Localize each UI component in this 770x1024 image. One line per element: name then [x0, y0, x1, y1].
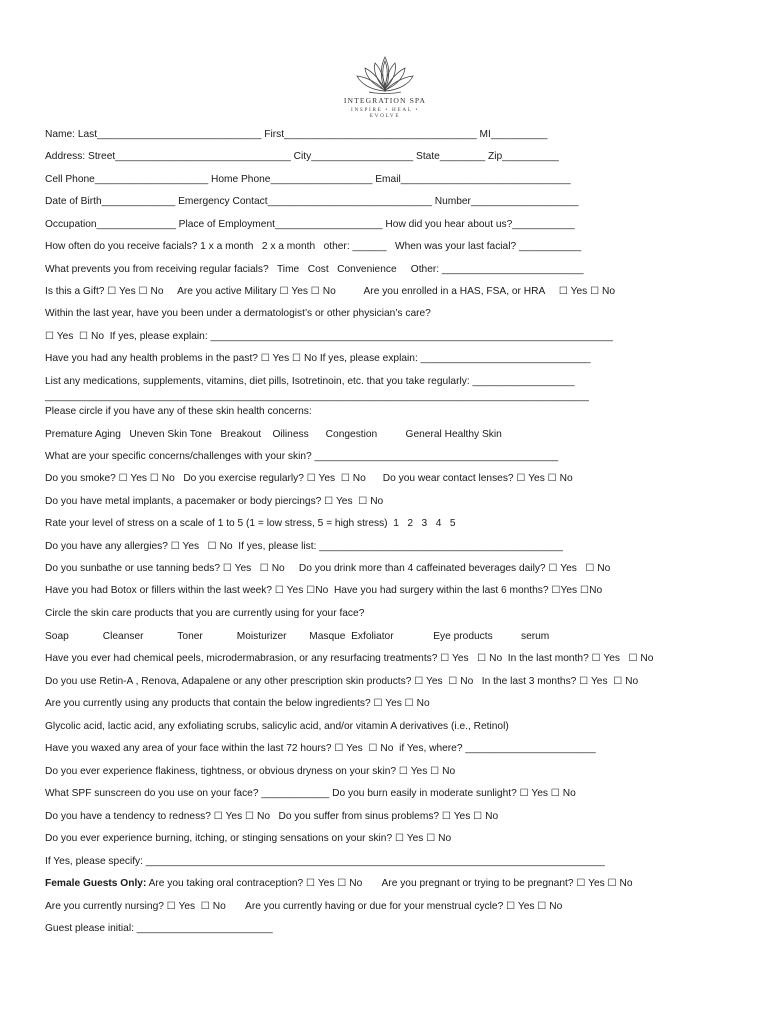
dryness-line[interactable]: Do you ever experience flakiness, tightness, or obvious dryness on your skin? ☐ Yes ☐ No	[45, 766, 456, 777]
products-options[interactable]: Soap Cleanser Toner Moisturizer Masque Exfoliator Eye products serum	[45, 631, 550, 642]
health-problems-line[interactable]: Have you had any health problems in the past? ☐ Yes ☐ No If yes, please explain: ______________________________	[45, 353, 591, 364]
spa-logo	[336, 55, 434, 119]
facial-barriers-line[interactable]: What prevents you from receiving regular facials? Time Cost Convenience Other: _________________________	[45, 264, 584, 275]
physician-care-question: Within the last year, have you been under a dermatologist’s or other physician’s care?	[45, 308, 431, 319]
stress-level-line[interactable]: Rate your level of stress on a scale of 1 to 5 (1 = low stress, 5 = high stress) 1 2 3 4 5	[45, 518, 456, 529]
address-line[interactable]: Address: Street_______________________________ City__________________ State________ Zip__________	[45, 151, 559, 162]
medications-continuation-line[interactable]: ________________________________________________________________________________________________	[45, 391, 589, 402]
guest-initial-line[interactable]: Guest please initial: ________________________	[45, 923, 273, 934]
medications-line[interactable]: List any medications, supplements, vitamins, diet pills, Isotretinoin, etc. that you take regularly: __________________	[45, 376, 575, 387]
retin-a-line[interactable]: Do you use Retin-A , Renova, Adapalene or any other prescription skin products? ☐ Yes ☐ No In the last 3 months? ☐ Yes ☐ No	[45, 676, 639, 687]
redness-sinus-line[interactable]: Do you have a tendency to redness? ☐ Yes ☐ No Do you suffer from sinus problems? ☐ Yes ☐ No	[45, 811, 499, 822]
tanning-caffeine-line[interactable]: Do you sunbathe or use tanning beds? ☐ Yes ☐ No Do you drink more than 4 caffeinated beverages daily? ☐ Yes ☐ No	[45, 563, 611, 574]
phone-email-line[interactable]: Cell Phone____________________ Home Phone__________________ Email______________________________	[45, 174, 571, 185]
spf-line[interactable]: What SPF sunscreen do you use on your face? ____________ Do you burn easily in moderate sunlight? ☐ Yes ☐ No	[45, 788, 576, 799]
spa-tagline: INSPIRE • HEAL • EVOLVE	[351, 107, 419, 119]
female-guests-label: Female Guests Only:	[45, 878, 147, 889]
occupation-line[interactable]: Occupation______________ Place of Employment___________________ How did you hear about us?___________	[45, 219, 575, 230]
name-line[interactable]: Name: Last_____________________________ First__________________________________ MI__________	[45, 129, 548, 140]
nursing-line[interactable]: Are you currently nursing? ☐ Yes ☐ No Are you currently having or due for your menstrual cycle? ☐ Yes ☐ No	[45, 901, 563, 912]
female-guests-line[interactable]	[45, 878, 633, 890]
lotus-icon	[355, 55, 415, 95]
peels-line[interactable]: Have you ever had chemical peels, microdermabrasion, or any resurfacing treatments? ☐ Yes ☐ No In the last month? ☐ Yes ☐ No	[45, 653, 654, 664]
skin-challenges-line[interactable]: What are your specific concerns/challenges with your skin? ___________________________________________	[45, 451, 559, 462]
ingredients-list: Glycolic acid, lactic acid, any exfoliating scrubs, salicylic acid, and/or vitamin A derivatives (i.e., Retinol)	[45, 721, 509, 732]
smoke-exercise-contacts-line[interactable]: Do you smoke? ☐ Yes ☐ No Do you exercise regularly? ☐ Yes ☐ No Do you wear contact lenses? ☐ Yes ☐ No	[45, 473, 573, 484]
allergies-line[interactable]: Do you have any allergies? ☐ Yes ☐ No If yes, please list: ___________________________________________	[45, 541, 563, 552]
waxing-line[interactable]: Have you waxed any area of your face within the last 72 hours? ☐ Yes ☐ No if Yes, where? _______________________	[45, 743, 596, 754]
physician-care-answer[interactable]: ☐ Yes ☐ No If yes, please explain: _______________________________________________________________________	[45, 331, 613, 342]
implants-line[interactable]: Do you have metal implants, a pacemaker or body piercings? ☐ Yes ☐ No	[45, 496, 384, 507]
skin-concerns-options[interactable]: Premature Aging Uneven Skin Tone Breakout Oiliness Congestion General Healthy Skin	[45, 429, 502, 440]
skin-concerns-heading: Please circle if you have any of these skin health concerns:	[45, 406, 312, 417]
facial-frequency-line[interactable]: How often do you receive facials? 1 x a month 2 x a month other: ______ When was your last facial? ___________	[45, 241, 582, 252]
burning-line[interactable]: Do you ever experience burning, itching, or stinging sensations on your skin? ☐ Yes ☐ No	[45, 833, 452, 844]
gift-military-hsa-line[interactable]: Is this a Gift? ☐ Yes ☐ No Are you active Military ☐ Yes ☐ No Are you enrolled in a HAS, FSA, or HRA ☐ Yes ☐ No	[45, 286, 616, 297]
botox-surgery-line[interactable]: Have you had Botox or fillers within the last week? ☐ Yes ☐No Have you had surgery within the last 6 months? ☐Yes ☐No	[45, 585, 603, 596]
spa-name: INTEGRATION SPA	[343, 96, 427, 105]
products-heading: Circle the skin care products that you are currently using for your face?	[45, 608, 365, 619]
ingredients-line[interactable]: Are you currently using any products that contain the below ingredients? ☐ Yes ☐ No	[45, 698, 430, 709]
birth-emergency-line[interactable]: Date of Birth_____________ Emergency Contact_____________________________ Number___________________	[45, 196, 579, 207]
specify-line[interactable]: If Yes, please specify: _________________________________________________________________________________	[45, 856, 605, 867]
female-guests-questions[interactable]: Are you taking oral contraception? ☐ Yes ☐ No Are you pregnant or trying to be pregnant? ☐ Yes ☐ No	[146, 878, 633, 889]
